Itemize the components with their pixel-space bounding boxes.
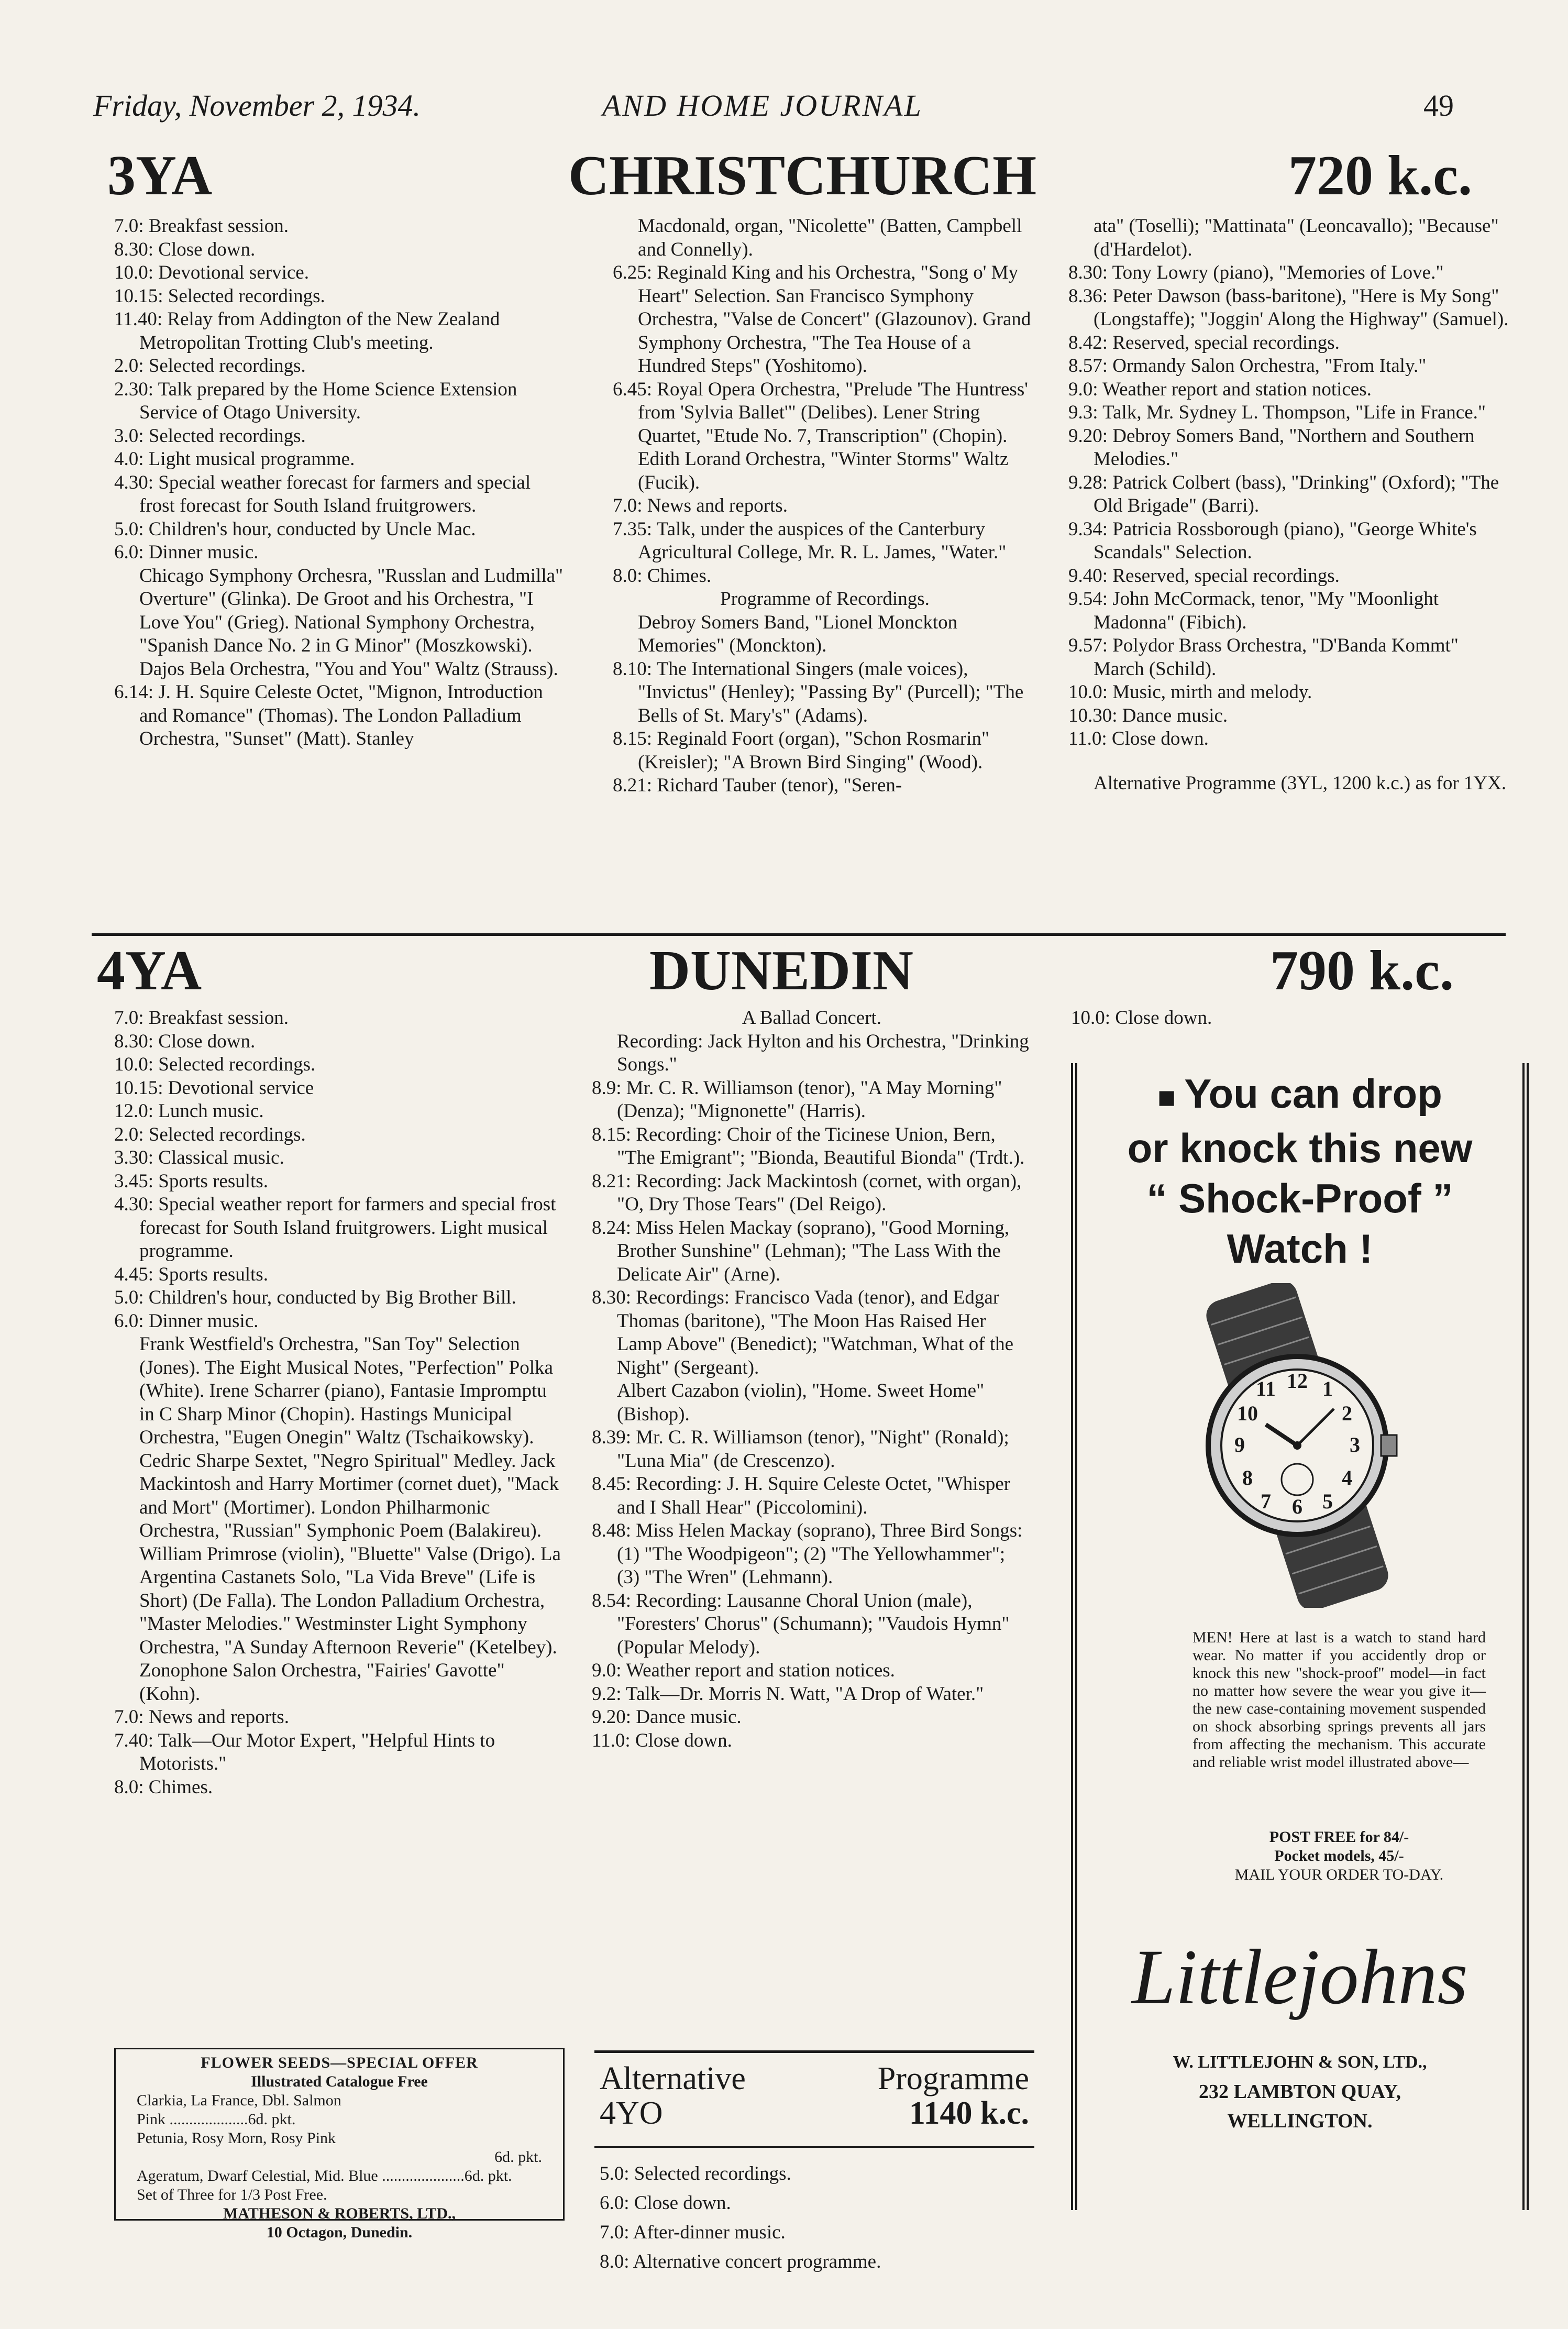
watch-headline-4: Watch ! [1227,1226,1373,1272]
schedule-entry: 8.24: Miss Helen Mackay (soprano), "Good Morning, Brother Sunshine" (Lehman); "The Lass With the Delicate Air" (Arne). [592,1217,1010,1285]
svg-text:10: 10 [1237,1401,1258,1425]
schedule-entry: 10.0: Selected recordings. [114,1054,316,1075]
schedule-entry: 11.0: Close down. [592,1729,732,1751]
schedule-3ya-col2 [613,215,1037,798]
schedule-entry: 9.40: Reserved, special recordings. [1068,565,1340,587]
watch-offer-2: Pocket models, 45/- [1274,1847,1404,1864]
schedule-entry: 2.0: Selected recordings. [114,355,306,377]
svg-text:7: 7 [1261,1489,1271,1513]
schedule-entry: 8.30: Close down. [114,238,256,260]
flower-ad-line: Clarkia, La France, Dbl. Salmon [137,2092,341,2109]
schedule-entry: 7.0: News and reports. [613,495,788,516]
schedule-entry: Albert Cazabon (violin), "Home. Sweet Home" (Bishop). [617,1380,985,1425]
schedule-entry: 2.0: Selected recordings. [114,1123,306,1145]
svg-text:5: 5 [1322,1489,1333,1513]
schedule-entry: 8.57: Ormandy Salon Orchestra, "From Italy." [1068,355,1427,377]
flower-ad-company: MATHESON & ROBERTS, LTD., [223,2205,456,2222]
watch-street: 232 LAMBTON QUAY, [1198,2081,1401,2103]
schedule-entry: 6.25: Reginald King and his Orchestra, "Song o' My Heart" Selection. San Francisco Symphony Orchestra, "Valse de Concert" (Glazounov). Grand Symphony Orchestra, "The Tea House of a Hundred Steps" (Yoshitomo). [613,262,1031,377]
schedule-entry: 9.34: Patricia Rossborough (piano), "George White's Scandals" Selection. [1068,518,1477,563]
schedule-entry: 4.30: Special weather report for farmers and special frost forecast for South Island fruitgrowers. Light musical programme. [114,1194,556,1262]
station-call-4ya: 4YA [97,940,202,1002]
schedule-entry: 8.48: Miss Helen Mackay (soprano), Three Bird Songs: (1) "The Woodpigeon"; (2) "The Yellowhammer"; (3) "The Wren" (Lehmann). [592,1520,1023,1588]
schedule-entry: 6.14: J. H. Squire Celeste Octet, "Mignon, Introduction and Romance" (Thomas). The London Palladium Orchestra, "Sunset" (Matt). Stanley [114,681,543,749]
page-number: 49 [1423,89,1454,123]
alt-item: 5.0: Selected recordings. [600,2163,791,2184]
schedule-entry: 8.10: The International Singers (male voices), "Invictus" (Henley); "Passing By" (Purcell); "The Bells of St. Mary's" (Adams). [613,658,1024,726]
svg-text:6: 6 [1292,1495,1302,1518]
schedule-entry: 9.0: Weather report and station notices. [592,1660,895,1681]
station-freq-3ya: 720 k.c. [1288,145,1472,207]
alt-item: 7.0: After-dinner music. [600,2222,786,2243]
schedule-entry: 6.45: Royal Opera Orchestra, "Prelude 'The Huntress' from 'Sylvia Ballet'" (Delibes). Lener String Quartet, "Etude No. 7, Transcription" (Chopin). Edith Lorand Orchestra, "Winter Storms" Waltz (Fucik). [613,378,1028,493]
schedule-entry: 10.15: Selected recordings. [114,285,325,307]
schedule-3ya-col1 [114,215,565,751]
schedule-entry: 8.30: Close down. [114,1030,256,1052]
schedule-entry: 10.0: Devotional service. [114,262,309,283]
alt-items [594,2146,1034,2277]
schedule-entry: 8.54: Recording: Lausanne Choral Union (male), "Foresters' Chorus" (Schumann); "Vaudois Hymn" (Popular Melody). [592,1590,1010,1658]
schedule-entry: 8.15: Recording: Choir of the Ticinese Union, Bern, "The Emigrant"; "Bionda, Beautiful Bionda" (Trdt.). [592,1123,1025,1168]
alt-programme-4yo [594,2050,1034,2277]
schedule-entry: Macdonald, organ, "Nicolette" (Batten, Campbell and Connelly). [638,215,1022,260]
schedule-entry: 8.30: Recordings: Francisco Vada (tenor), and Edgar Thomas (baritone), "The Moon Has Raised Her Lamp Above" (Benedict); "Watchman, What of the Night" (Sergeant). [592,1287,1014,1378]
schedule-entry: 2.30: Talk prepared by the Home Science Extension Service of Otago University. [114,378,517,423]
station-city-3ya: CHRISTCHURCH [568,145,1037,207]
schedule-entry: Programme of Recordings. [720,588,930,610]
schedule-entry: 9.2: Talk—Dr. Morris N. Watt, "A Drop of Water." [592,1683,984,1705]
schedule-entry: 3.45: Sports results. [114,1170,268,1192]
svg-text:4: 4 [1342,1466,1352,1489]
schedule-entry: 5.0: Children's hour, conducted by Uncle Mac. [114,518,476,540]
schedule-entry: 7.0: Breakfast session. [114,215,289,237]
schedule-entry: 8.15: Reginald Foort (organ), "Schon Rosmarin" (Kreisler); "A Brown Bird Singing" (Wood). [613,728,990,773]
schedule-entry: 7.0: Breakfast session. [114,1007,289,1029]
schedule-entry: 6.0: Dinner music. [114,542,259,563]
schedule-entry: 10.15: Devotional service [114,1077,314,1099]
schedule-entry: 8.42: Reserved, special recordings. [1068,332,1340,354]
schedule-entry: 9.20: Debroy Somers Band, "Northern and Southern Melodies." [1068,425,1475,470]
schedule-entry: 8.36: Peter Dawson (bass-baritone), "Here is My Song" (Longstaffe); "Joggin' Along the Highway" (Samuel). [1068,285,1509,330]
schedule-4ya-col1 [114,1007,565,1799]
flower-ad-line: Set of Three for 1/3 Post Free. [137,2186,327,2203]
watch-ad [1071,1063,1529,2210]
alt-freq: 1140 k.c. [909,2095,1029,2131]
flower-seeds-ad [114,2048,565,2241]
schedule-entry: 8.21: Richard Tauber (tenor), "Seren- [613,775,902,796]
alt-label-left: Alternative [600,2061,746,2096]
schedule-entry: 9.20: Dance music. [592,1706,742,1728]
watch-headline-2: or knock this new [1127,1125,1473,1171]
schedule-entry: 8.30: Tony Lowry (piano), "Memories of Love." [1068,262,1444,283]
watch-headline-1 [1098,1068,1501,1123]
schedule-entry: 8.45: Recording: J. H. Squire Celeste Octet, "Whisper and I Shall Hear" (Piccolomini). [592,1473,1011,1518]
schedule-entry: Frank Westfield's Orchestra, "San Toy" Selection (Jones). The Eight Musical Notes, "Perfection" Polka (White). Irene Scharrer (piano), Fantasie Impromptu in C Sharp Minor (Chopin). Hastings Municipal Orchestra, "Eugen Onegin" Waltz (Tschaikowsky). Cedric Sharpe Sextet, "Negro Spiritual" Medley. Jack Mackintosh and Harry Mortimer (cornet duet), "Mack and Mort" (Mortimer). London Philharmonic Orchestra, "Russian" Symphonic Poem (Balakireu). William Primrose (violin), "Bluette" Valse (Drigo). La Argentina Castanets Solo, "La Vida Breve" (Life is Short) (De Falla). The London Palladium Orchestra, "Master Melodies." Westminster Light Symphony Orchestra, "A Sunday Afternoon Reverie" (Ketelbey). Zonophone Salon Orchestra, "Fairies' Gavotte" (Kohn). [139,1333,561,1705]
schedule-entry: 3.0: Selected recordings. [114,425,306,447]
svg-text:8: 8 [1242,1466,1253,1489]
flower-ad-address: 10 Octagon, Dunedin. [266,2224,413,2241]
flower-ad-line: 6d. pkt. [494,2148,542,2166]
schedule-entry: 9.0: Weather report and station notices. [1068,378,1372,400]
schedule-entry: 8.9: Mr. C. R. Williamson (tenor), "A May Morning" (Denza); "Mignonette" (Harris). [592,1077,1002,1122]
schedule-entry: 11.0: Close down. [1068,728,1209,749]
schedule-entry: 9.3: Talk, Mr. Sydney L. Thompson, "Life in France." [1068,402,1486,423]
schedule-entry: 4.30: Special weather forecast for farmers and special frost forecast for South Island fruitgrowers. [114,471,531,516]
schedule-entry: A Ballad Concert. [742,1007,882,1029]
watch-offer-3: MAIL YOUR ORDER TO-DAY. [1234,1866,1444,1883]
schedule-entry: 4.0: Light musical programme. [114,448,355,470]
schedule-entry: 9.28: Patrick Colbert (bass), "Drinking" (Oxford); "The Old Brigade" (Barri). [1068,471,1499,516]
schedule-entry: 4.45: Sports results. [114,1263,268,1285]
svg-text:3: 3 [1350,1433,1360,1456]
flower-ad-title: FLOWER SEEDS—SPECIAL OFFER [201,2054,478,2071]
alt-label-right: Programme [877,2061,1029,2096]
flower-ad-line: Pink ....................6d. pkt. [137,2111,296,2128]
watch-offer-1: POST FREE for 84/- [1269,1828,1409,1846]
watch-headline-3: “ Shock-Proof ” [1146,1175,1453,1221]
schedule-entry: 8.0: Chimes. [613,565,712,587]
schedule-3ya-col3 [1068,215,1514,795]
schedule-4ya-col2 [592,1007,1032,1752]
watch-headline-1-text: You can drop [1184,1070,1442,1117]
wristwatch-illustration [1109,1283,1486,1608]
schedule-entry: 8.39: Mr. C. R. Williamson (tenor), "Night" (Ronald); "Luna Mia" (de Crescenzo). [592,1427,1009,1472]
alt-item: 8.0: Alternative concert programme. [600,2251,881,2272]
flower-ad-line: Petunia, Rosy Morn, Rosy Pink [137,2129,336,2147]
alt-item: 6.0: Close down. [600,2192,731,2214]
schedule-entry: 9.57: Polydor Brass Orchestra, "D'Banda Kommt" March (Schild). [1068,635,1459,680]
svg-text:12: 12 [1287,1369,1308,1393]
flower-ad-line: Ageratum, Dwarf Celestial, Mid. Blue .....................6d. pkt. [137,2167,512,2184]
watch-company: W. LITTLEJOHN & SON, LTD., [1173,2052,1427,2072]
schedule-entry: 6.0: Dinner music. [114,1310,259,1332]
svg-text:1: 1 [1322,1377,1333,1400]
schedule-entry: 7.40: Talk—Our Motor Expert, "Helpful Hints to Motorists." [114,1729,495,1774]
flower-ad-subtitle: Illustrated Catalogue Free [251,2073,428,2090]
schedule-entry: 11.40: Relay from Addington of the New Zealand Metropolitan Trotting Club's meeting. [114,308,500,354]
svg-text:9: 9 [1234,1433,1245,1456]
station-city-4ya: DUNEDIN [649,940,914,1002]
schedule-entry: 10.0: Close down. [1071,1007,1212,1029]
station-freq-4ya: 790 k.c. [1270,940,1454,1002]
flower-ad-lines [116,2091,563,2204]
schedule-entry: Alternative Programme (3YL, 1200 k.c.) as for 1YX. [1094,772,1507,794]
littlejohns-logo: Littlejohns [1132,1934,1468,2021]
watch-city: WELLINGTON. [1227,2110,1373,2132]
svg-text:2: 2 [1342,1401,1352,1425]
schedule-entry: Chicago Symphony Orchesra, "Russlan and Ludmilla" Overture" (Glinka). De Groot and his Orchestra, "I Love You" (Grieg). National Symphony Orchestra, "Spanish Dance No. 2 in G Minor" (Moszkowski). Dajos Bela Orchestra, "You and You" Waltz (Strauss). [139,565,564,680]
svg-text:11: 11 [1256,1377,1276,1400]
alt-call: 4YO [600,2095,663,2131]
header-date: Friday, November 2, 1934. [93,89,421,123]
header-title: AND HOME JOURNAL [602,89,923,123]
schedule-entry: 7.35: Talk, under the auspices of the Canterbury Agricultural College, Mr. R. L. James, "Water." [613,518,1007,563]
watch-ad-body: MEN! Here at last is a watch to stand hard wear. No matter if you accidently drop or knock this new "shock-proof" model—in fact no matter how severe the wear you give it—the new case-containing movement suspended on shock absorbing springs prevents all jars from affecting the mechanism. This accurate and reliable wrist model illustrated above— [1192,1629,1486,1771]
schedule-entry: 5.0: Children's hour, conducted by Big Brother Bill. [114,1287,516,1308]
schedule-entry: ata" (Toselli); "Mattinata" (Leoncavallo); "Because" (d'Hardelot). [1094,215,1499,260]
square-bullet-icon: ■ [1157,1080,1185,1114]
schedule-entry: 10.30: Dance music. [1068,704,1228,726]
schedule-entry: 8.21: Recording: Jack Mackintosh (cornet, with organ), "O, Dry Those Tears" (Del Reigo). [592,1170,1022,1215]
schedule-entry: 10.0: Music, mirth and melody. [1068,681,1312,703]
schedule-entry: 12.0: Lunch music. [114,1100,264,1122]
schedule-entry: 3.30: Classical music. [114,1147,284,1168]
schedule-entry: 9.54: John McCormack, tenor, "My "Moonlight Madonna" (Fibich). [1068,588,1439,633]
schedule-entry: Recording: Jack Hylton and his Orchestra, "Drinking Songs." [617,1030,1029,1075]
station-call-3ya: 3YA [107,145,213,207]
schedule-4ya-col3 [1071,1007,1516,1030]
schedule-entry: 7.0: News and reports. [114,1706,289,1728]
schedule-entry: 8.0: Chimes. [114,1776,213,1798]
section-divider [92,933,1506,936]
schedule-entry: Debroy Somers Band, "Lionel Monckton Memories" (Monckton). [638,611,958,656]
